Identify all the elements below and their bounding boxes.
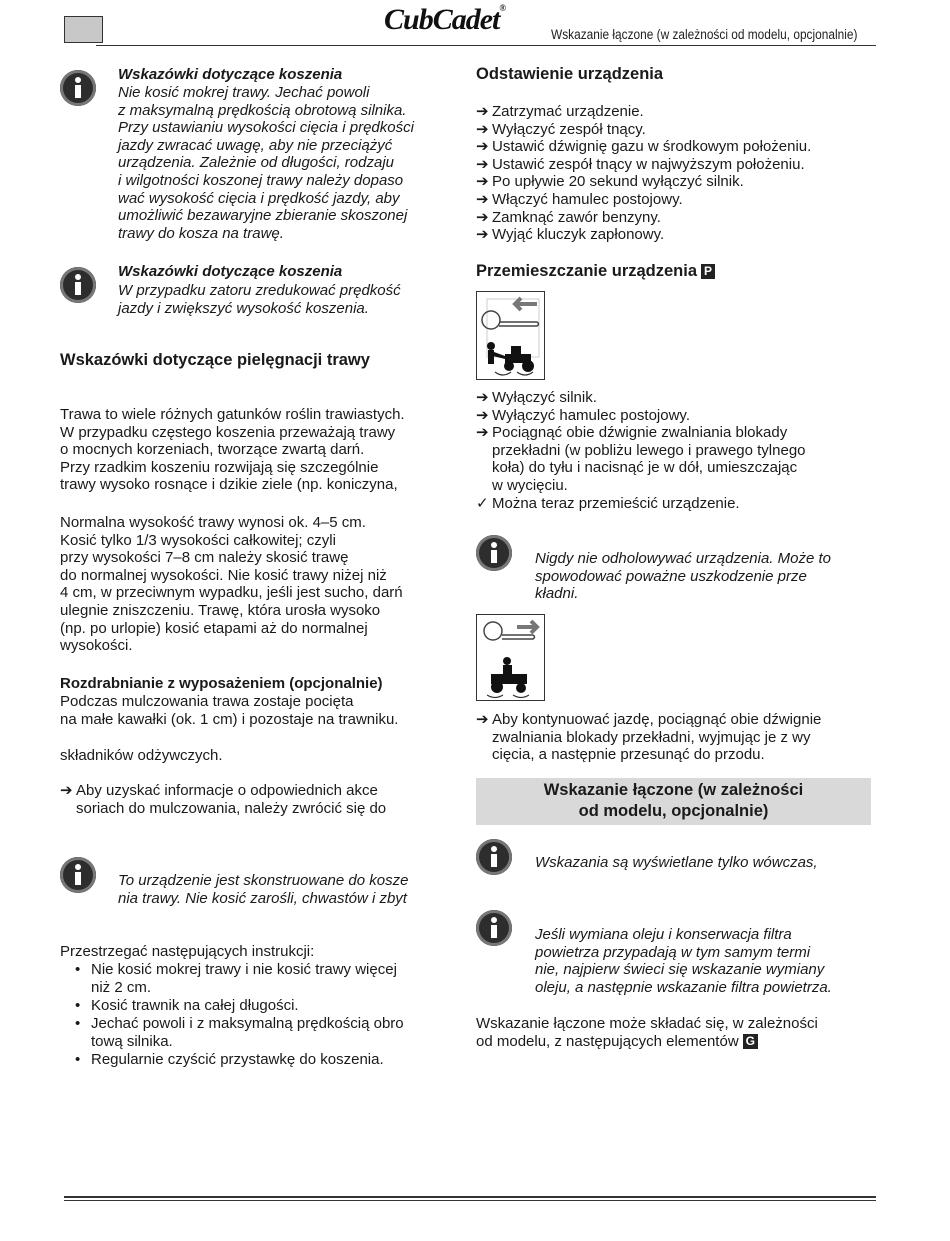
arrow-icon: ➔ <box>476 208 489 226</box>
cub-cadet-logo: CubCadet® <box>384 3 506 36</box>
arrow-icon: ➔ <box>476 191 489 208</box>
note-title: Wskazówki dotyczące koszenia <box>118 263 343 280</box>
instruction-step: Wyłączyć silnik. <box>492 389 597 406</box>
note-body: Jeśli wymiana oleju i konserwacja filtra powietrza przypadają w tym samym termi nie, najpierw świeci się wskazanie wymiany oleju, a następnie wskazanie filtra powietrza. <box>535 926 832 996</box>
instruction-step: Ustawić dźwignię gazu w środkowym położeniu. <box>492 138 812 156</box>
instruction-step: Wyłączyć hamulec postojowy. <box>492 406 690 424</box>
arrow-icon: ➔ <box>476 120 489 138</box>
instruction-step: Ustawić zespół tnący w najwyższym położeniu. <box>492 155 805 173</box>
instruction-step: Wyjąć kluczyk zapłonowy. <box>492 226 665 244</box>
paragraph: Podczas mulczowania trawa zostaje pocięta na małe kawałki (ok. 1 cm) i pozostaje na trawniku. <box>60 693 399 728</box>
note-title: Wskazówki dotyczące koszenia <box>118 66 343 83</box>
note-body: Wskazania są wyświetlane tylko wówczas, <box>535 854 818 871</box>
instruction-step: Wyłączyć zespół tnący. <box>492 120 646 138</box>
instruction-step: Włączyć hamulec postojowy. <box>492 191 683 208</box>
note-body: Nie kosić mokrej trawy. Jechać powoli z maksymalną prędkością obrotową silnika. Przy ustawianiu wysokości cięcia i prędkości jazdy zwracać uwagę, aby nie przeciążyć urządzenia. Zależnie od długości, rodzaju i wilgotności koszonej trawy należy dopaso wać wysokość cięcia i prędkość jazdy, aby umożliwić bezawaryjne zbieranie skoszonej trawy do kosza na trawę. <box>118 84 414 242</box>
instruction-step: Aby kontynuować jazdę, pociągnąć obie dźwignie zwalniania blokady przekładni, wyjmując je z wy cięcia, a następnie przesunąć do przodu. <box>492 711 822 764</box>
info-icon <box>476 910 512 946</box>
header-rule <box>96 45 876 46</box>
figure-ref-badge: P <box>701 264 715 279</box>
arrow-icon: ➔ <box>60 782 73 799</box>
note-body: W przypadku zatoru zredukować prędkość jazdy i zwiększyć wysokość koszenia. <box>118 282 401 317</box>
paragraph: Przestrzegać następujących instrukcji: <box>60 943 315 960</box>
paragraph: Wskazanie łączone może składać się, w zależności od modelu, z następujących elementów G <box>476 1015 818 1050</box>
footer-rule <box>64 1196 876 1198</box>
arrow-icon: ➔ <box>476 406 489 424</box>
section-heading: Przemieszczanie urządzenia P <box>476 262 715 281</box>
check-icon: ✓ <box>476 494 489 512</box>
arrow-icon: ➔ <box>476 226 489 244</box>
lever-push-illustration <box>476 614 545 701</box>
bullet-icon: • <box>75 961 81 978</box>
instruction-step: Po upływie 20 sekund wyłączyć silnik. <box>492 173 744 191</box>
running-header-title: Wskazanie łączone (w zależności od modelu, opcjonalnie) <box>551 27 858 42</box>
section-heading-box: Wskazanie łączone (w zależności od modelu, opcjonalnie) <box>476 778 871 825</box>
instruction-step: Aby uzyskać informacje o odpowiednich akce soriach do mulczowania, należy zwrócić się do <box>76 782 387 817</box>
arrow-icon: ➔ <box>476 138 489 156</box>
info-icon <box>60 857 96 893</box>
subheading: Rozdrabnianie z wyposażeniem (opcjonalnie) <box>60 675 383 692</box>
list-item: Kosić trawnik na całej długości. <box>91 997 299 1014</box>
arrow-icon: ➔ <box>476 103 489 120</box>
result-text: Można teraz przemieścić urządzenie. <box>492 494 740 512</box>
info-icon <box>476 535 512 571</box>
arrow-icon: ➔ <box>476 173 489 191</box>
info-icon <box>60 267 96 303</box>
arrow-icon: ➔ <box>476 711 489 728</box>
section-heading: Wskazówki dotyczące pielęgnacji trawy <box>60 351 370 369</box>
instruction-step: Zatrzymać urządzenie. <box>492 103 644 120</box>
instruction-step: Pociągnąć obie dźwignie zwalniania blokady przekładni (w pobliżu lewego i prawego tylnego koła) do tyłu i nacisnąć je w dół, umieszczając w wycięciu. <box>492 424 806 494</box>
arrow-icon: ➔ <box>476 389 489 406</box>
note-body: Nigdy nie odholowywać urządzenia. Może to spowodować poważne uszkodzenie prze kładni. <box>535 550 831 603</box>
info-icon <box>476 839 512 875</box>
footer-rule <box>64 1200 876 1201</box>
paragraph: Normalna wysokość trawy wynosi ok. 4–5 cm. Kosić tylko 1/3 wysokości całkowitej; czyli przy wysokości 7–8 cm należy skosić trawę do normalnej wysokości. Nie kosić trawy niżej niż 4 cm, w przeciwnym wypadku, jeśli jest sucho, darń ulegnie zniszczeniu. Trawę, która urosła wysoko (np. po urlopie) kosić etapami aż do normalnej wysokości. <box>60 514 403 655</box>
instruction-step: Zamknąć zawór benzyny. <box>492 208 661 226</box>
list-item: Regularnie czyścić przystawkę do koszenia. <box>91 1051 384 1068</box>
info-icon <box>60 70 96 106</box>
list-item: Nie kosić mokrej trawy i nie kosić trawy więcej niż 2 cm. <box>91 961 397 996</box>
bullet-icon: • <box>75 1051 81 1068</box>
note-body: To urządzenie jest skonstruowane do kosze nia trawy. Nie kosić zarośli, chwastów i zbyt <box>118 872 409 907</box>
arrow-icon: ➔ <box>476 155 489 173</box>
arrow-icon: ➔ <box>476 424 489 442</box>
list-item: Jechać powoli i z maksymalną prędkością obro tową silnika. <box>91 1015 404 1050</box>
bullet-icon: • <box>75 1015 81 1032</box>
paragraph: Trawa to wiele różnych gatunków roślin trawiastych. W przypadku częstego koszenia przeważają trawy o mocnych korzeniach, tworzące zwartą darń. Przy rzadkim koszeniu rozwijają się szczególnie trawy wysoko rosnące i dzikie ziele (np. koniczyna, <box>60 406 405 494</box>
lever-pull-illustration <box>476 291 545 380</box>
bullet-icon: • <box>75 997 81 1014</box>
paragraph: składników odżywczych. <box>60 747 223 764</box>
page-number-box <box>64 16 103 43</box>
figure-ref-badge: G <box>743 1034 758 1049</box>
section-heading: Odstawienie urządzenia <box>476 65 664 83</box>
